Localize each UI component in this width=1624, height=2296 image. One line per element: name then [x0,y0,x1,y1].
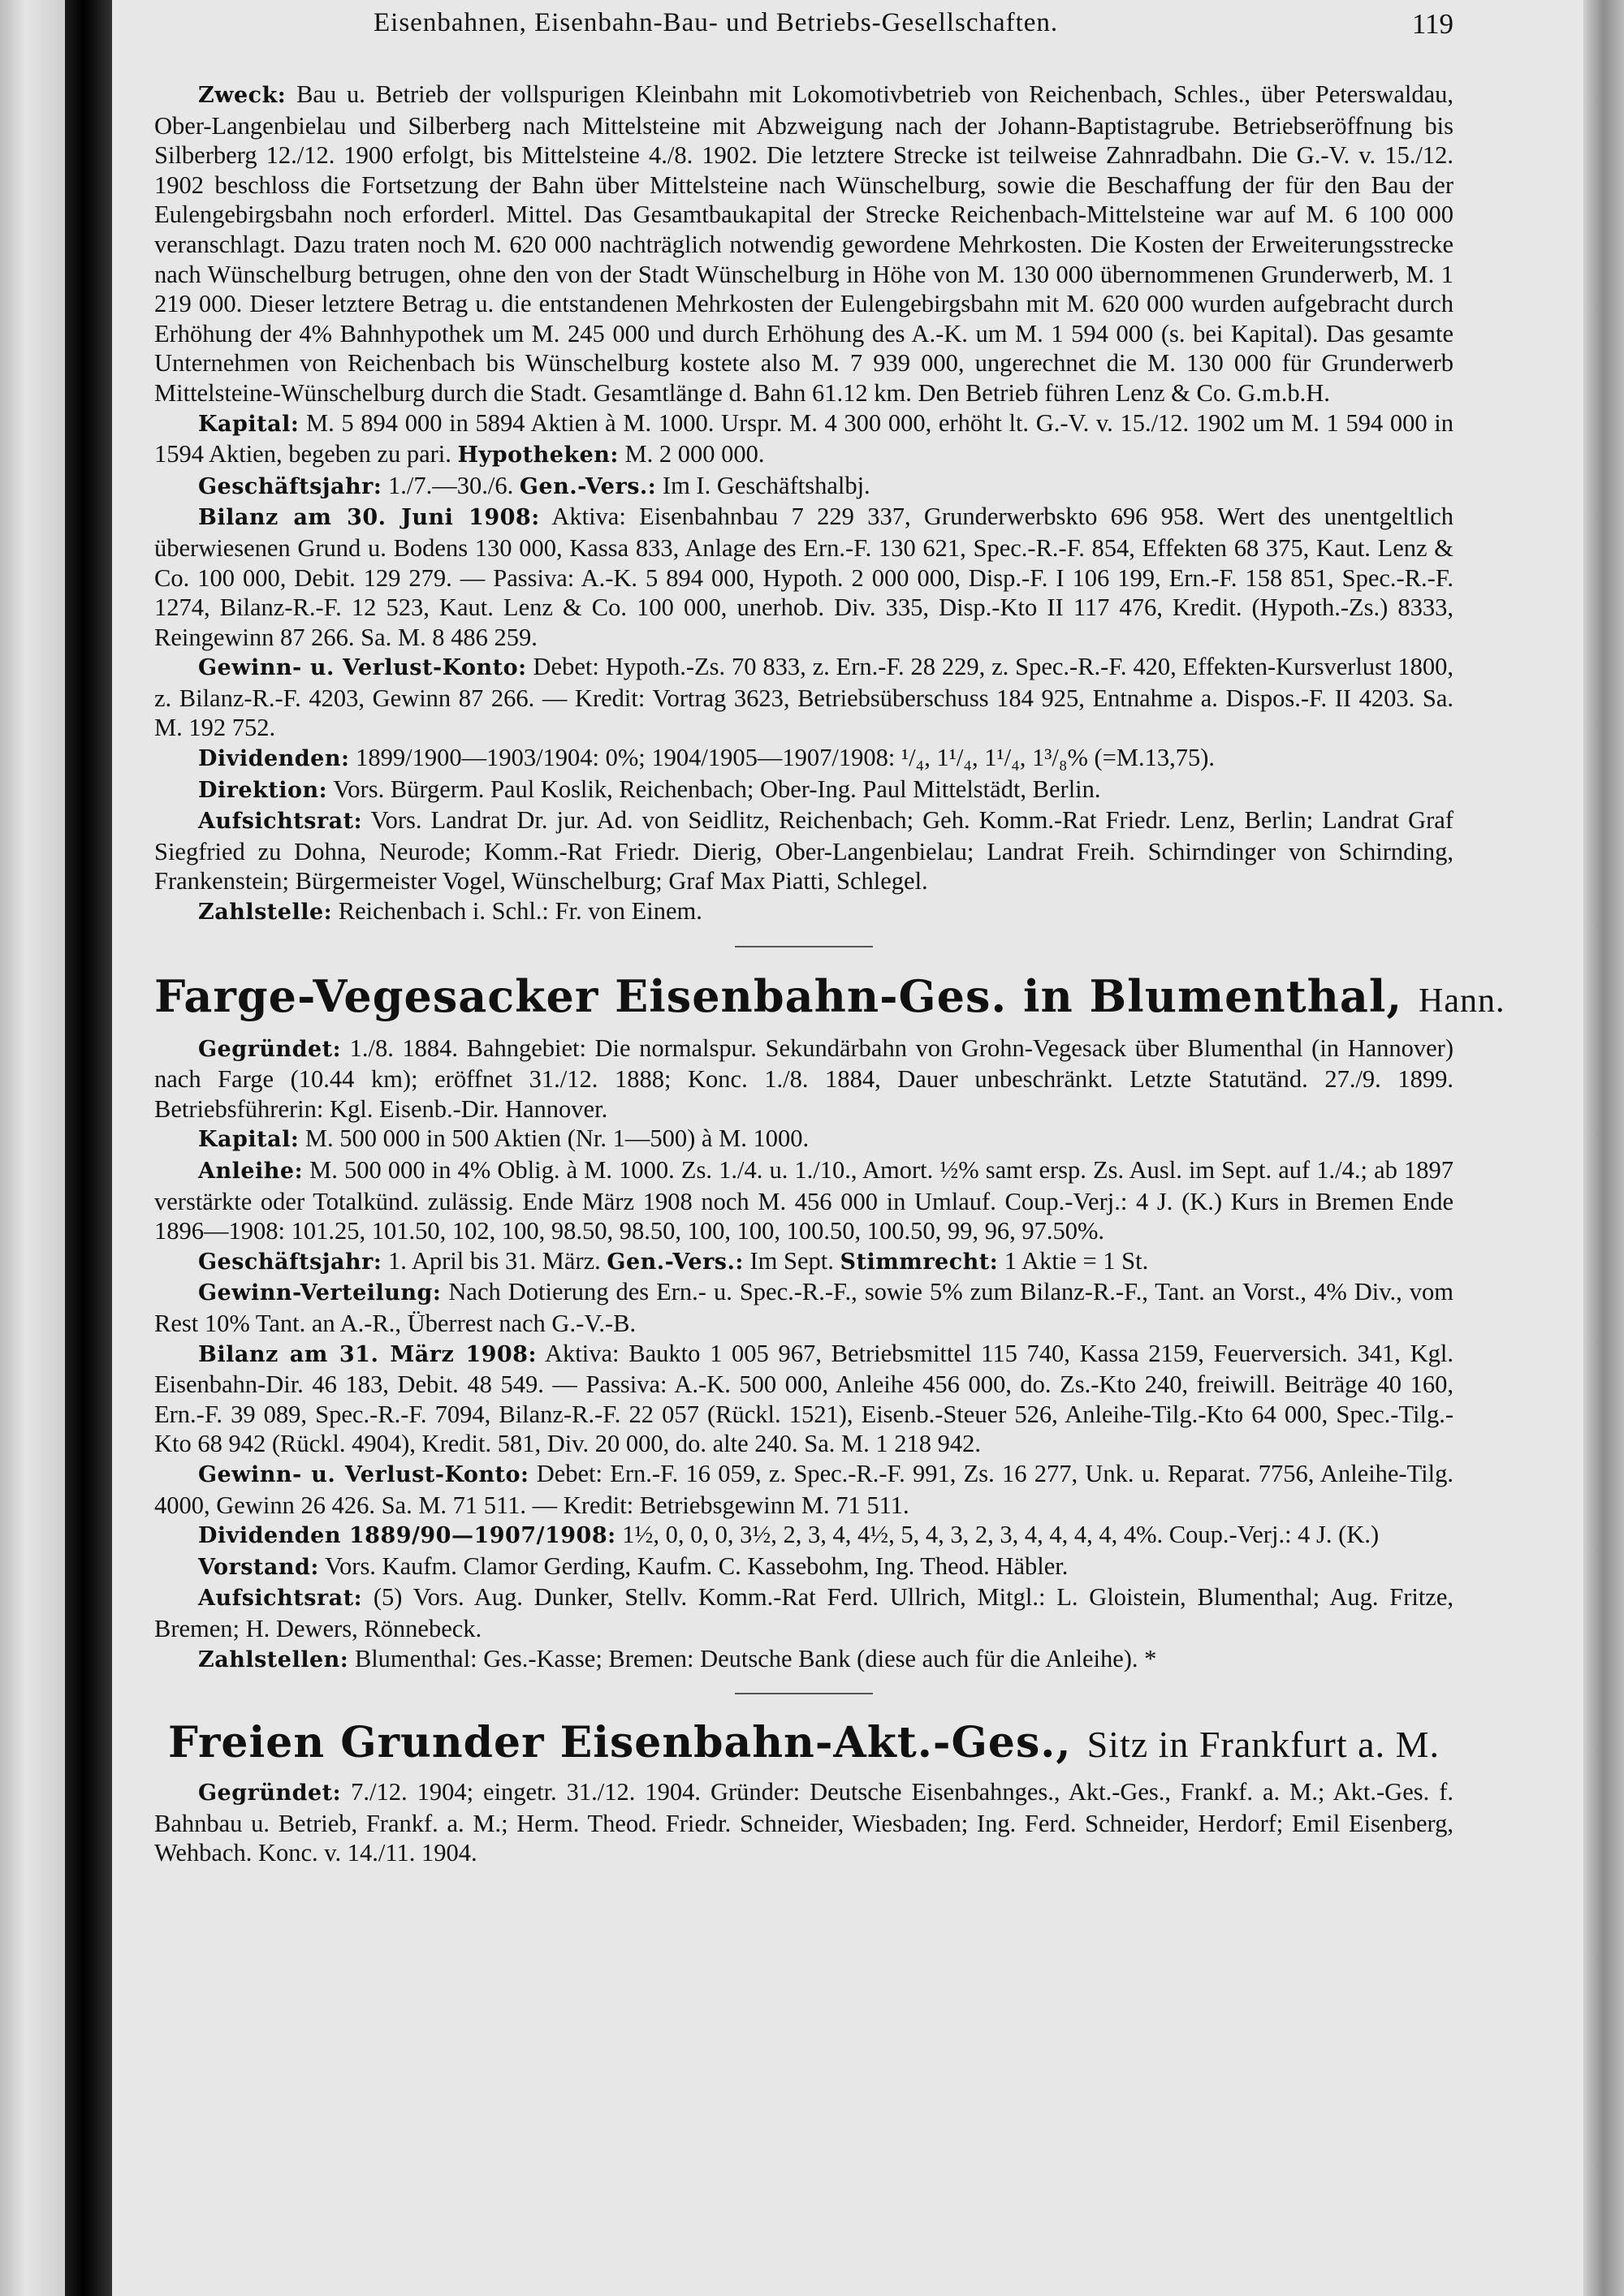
dividenden-label: Dividenden: [198,746,350,772]
kapital-label: Kapital: [198,1127,300,1153]
page-content [154,80,1505,1868]
gegruendet-paragraph [154,1777,1453,1868]
bilanz-paragraph [154,1339,1453,1459]
page-number: 119 [1411,8,1453,40]
genvers-text: Im I. Geschäftshalbj. [662,471,870,499]
gegruendet-label: Gegründet: [198,1036,342,1062]
vorstand-text: Vors. Kaufm. Clamor Gerding, Kaufm. C. Kassebohm, Ing. Theod. Häbler. [324,1552,1069,1580]
bilanz-label: Bilanz am 30. Juni 1908: [198,505,540,531]
kapital-text: M. 500 000 in 500 Aktien (Nr. 1—500) à M. 1000. [304,1124,810,1153]
geschaeftsjahr-label: Geschäftsjahr: [198,473,382,499]
geschaeftsjahr-text: 1. April bis 31. März. [388,1246,601,1275]
geschaeftsjahr-paragraph [154,471,1453,503]
gegruendet-label: Gegründet: [198,1780,342,1806]
dividenden-paragraph [154,743,1453,775]
geschaeftsjahr-text: 1./7.—30./6. [388,471,514,499]
direktion-label: Direktion: [198,777,328,803]
geschaeftsjahr-label: Geschäftsjahr: [198,1249,382,1275]
geschaeftsjahr-paragraph [154,1246,1453,1278]
entry-reichenbach [154,80,1453,928]
bilanz-paragraph [154,502,1453,652]
entry-title-suffix: Sitz in Frankfurt a. M. [1086,1724,1440,1766]
kapital-paragraph [154,1124,1453,1155]
entry-title [154,965,1505,1032]
gewinnverteilung-label: Gewinn-Verteilung: [198,1280,442,1306]
dividenden-paragraph [154,1520,1453,1552]
direktion-paragraph [154,775,1453,806]
aufsichtsrat-text: Vors. Landrat Dr. jur. Ad. von Seidlitz, Reichenbach; Geh. Komm.-Rat Friedr. Lenz, Berlin; Landrat Graf Siegfried zu Dohna, Neurode; Komm.-Rat Friedr. Dierig, Ober-Langenbielau; Landrat Freih. Schirndinger von Schirnding, Frankenstein; Bürgermeister Vogel, Wünschelburg; Graf Max Piatti, Schlegel. [154,806,1453,896]
entry-title [154,1712,1453,1776]
gewinnverteilung-paragraph [154,1277,1453,1338]
aufsichtsrat-text: (5) Vors. Aug. Dunker, Stellv. Komm.-Rat Ferd. Ullrich, Mitgl.: L. Gloistein, Blumenthal; Aug. Fritze, Bremen; H. Dewers, Rönnebeck. [154,1583,1454,1642]
bilanz-text: Aktiva: Eisenbahnbau 7 229 337, Grunderwerbskto 696 958. Wert des unentgeltlich überwiesenen Grund u. Bodens 130 000, Kassa 833, Anlage des Ern.-F. 130 621, Spec.-R.-F. 854, Effekten 68 375, Kaut. Lenz & Co. 100 000, Debit. 129 279. — Passiva: A.-K. 5 894 000, Hypoth. 2 000 000, Disp.-F. I 106 199, Ern.-F. 158 851, Spec.-R.-F. 1274, Bilanz-R.-F. 12 523, Kaut. Lenz & Co. 100 000, unerhob. Div. 335, Disp.-Kto II 117 476, Kredit. (Hypoth.-Zs.) 8333, Reingewinn 87 266. Sa. M. 8 486 259. [154,503,1453,651]
entry-freien-grunder [154,1712,1453,1868]
vorstand-paragraph [154,1552,1453,1583]
kapital-paragraph [154,408,1453,471]
gewinnverteilung-text: Nach Dotierung des Ern.- u. Spec.-R.-F., sowie 5% zum Bilanz-R.-F., Tant. an Vorst., 4% Div., vom Rest 10% Tant. an A.-R., Überrest nach G.-V.-B. [154,1278,1453,1337]
zweck-text: Bau u. Betrieb der vollspurigen Kleinbahn mit Lokomotivbetrieb von Reichenbach, Schles., über Peterswaldau, Ober-Langenbielau und Silberberg nach Mittelsteine mit Abzweigung nach der Johann-Baptistagrube. Betriebseröffnung bis Silberberg 12./12. 1900 erfolgt, bis Mittelsteine 4./8. 1902. Die letztere Strecke ist teilweise Zahnradbahn. Die G.-V. v. 15./12. 1902 beschloss die Fortsetzung der Bahn über Mittelsteine nach Wünschelburg, sowie die Beschaffung der für den Bau der Eulengebirgsbahn noch erforderl. Mittel. Das Gesamtbaukapital der Strecke Reichenbach-Mittelsteine war auf M. 6 100 000 veranschlagt. Dazu traten noch M. 620 000 nachträglich notwendig gewordene Mehrkosten. Die Kosten der Erweiterungsstrecke nach Wünschelburg betrugen, ohne den von der Stadt Wünschelburg in Höhe von M. 130 000 übernommenen Grunderwerb, M. 1 219 000. Dieser letztere Betrag u. die entstandenen Mehrkosten der Eulengebirgsbahn mit M. 620 000 wurden aufgebracht durch Erhöhung der 4% Bahnhypothek um M. 245 000 und durch Erhöhung des A.-K. um M. 1 594 000 (s. bei Kapital). Das gesamte Unternehmen von Reichenbach bis Wünschelburg kostete also M. 7 939 000, ungerechnet die M. 130 000 für Grunderwerb Mittelsteine-Wünschelburg durch die Stadt. Gesamtlänge d. Bahn 61.12 km. Den Betrieb führen Lenz & Co. G.m.b.H. [154,80,1454,407]
genvers-text: Im Sept. [749,1246,834,1275]
aufsichtsrat-label: Aufsichtsrat: [198,809,363,835]
entry-farge-vegesacker [154,965,1505,1675]
bilanz-text: Aktiva: Baukto 1 005 967, Betriebsmittel 115 740, Kassa 2159, Feuerversich. 341, Kgl. Eisenbahn-Dir. 46 183, Debit. 48 549. — Passiva: A.-K. 500 000, Anleihe 456 000, do. Zs.-Kto 240, freiwill. Beiträge 40 160, Ern.-F. 39 089, Spec.-R.-F. 7094, Bilanz-R.-F. 22 057 (Rückl. 1521), Eisenb.-Steuer 526, Anleihe-Tilg.-Kto 64 000, Spec.-Tilg.-Kto 68 942 (Rückl. 4904), Kredit. 581, Div. 20 000, do. alte 240. Sa. M. 1 218 942. [154,1339,1453,1458]
hypotheken-text: M. 2 000 000. [624,440,765,468]
guv-label: Gewinn- u. Verlust-Konto: [198,1461,529,1487]
zahlstellen-label: Zahlstellen: [198,1646,349,1672]
anleihe-paragraph [154,1155,1453,1246]
zweck-label: Zweck: [198,83,287,108]
zahlstellen-text: Blumenthal: Ges.-Kasse; Bremen: Deutsche Bank (diese auch für die Anleihe). * [354,1644,1157,1672]
genvers-label: Gen.-Vers.: [519,473,657,499]
page-header [195,8,1453,42]
section-divider [735,946,873,947]
genvers-label: Gen.-Vers.: [607,1249,744,1275]
bilanz-label: Bilanz am 31. März 1908: [198,1341,537,1367]
hypotheken-label: Hypotheken: [457,442,619,468]
zweck-paragraph [154,80,1453,408]
gegruendet-text: 7./12. 1904; eingetr. 31./12. 1904. Gründer: Deutsche Eisenbahnges., Akt.-Ges., Frankf. a. M.; Akt.-Ges. f. Bahnbau u. Betrieb, Frankf. a. M.; Herm. Theod. Friedr. Schneider, Wiesbaden; Ing. Ferd. Schneider, Herdorf; Emil Eisenberg, Wehbach. Konc. v. 14./11. 1904. [154,1778,1454,1867]
entry-title-suffix: Hann. [1419,982,1505,1020]
dividenden-text: 1899/1900—1903/1904: 0%; 1904/1905—1907/1908: ¹/₄, 1¹/₄, 1¹/₄, 1³/₈% (=M.13,75). [356,744,1215,772]
zahlstelle-text: Reichenbach i. Schl.: Fr. von Einem. [338,897,702,926]
scan-right-edge [1583,0,1624,2296]
entry-title-main: Freien Grunder Eisenbahn-Akt.-Ges., [168,1718,1072,1768]
entry-title-main: Farge-Vegesacker Eisenbahn-Ges. in Blumenthal, [154,969,1403,1022]
guv-text: Debet: Hypoth.-Zs. 70 833, z. Ern.-F. 28 229, z. Spec.-R.-F. 420, Effekten-Kursverlust 1800, z. Bilanz-R.-F. 4203, Gewinn 87 266. — Kredit: Vortrag 3623, Betriebsüberschuss 184 925, Entnahme a. Dispos.-F. II 4203. Sa. M. 192 752. [154,653,1453,742]
anleihe-label: Anleihe: [198,1159,304,1184]
gegruendet-text: 1./8. 1884. Bahngebiet: Die normalspur. Sekundärbahn von Grohn-Vegesack über Blumenthal (in Hannover) nach Farge (10.44 km); eröffnet 31./12. 1888; Konc. 1./8. 1884, Dauer unbeschränkt. Letzte Statutänd. 27./9. 1899. Betriebsführerin: Kgl. Eisenb.-Dir. Hannover. [154,1034,1453,1123]
guv-paragraph [154,652,1453,743]
guv-label: Gewinn- u. Verlust-Konto: [198,655,527,681]
zahlstellen-paragraph [154,1644,1453,1676]
zahlstelle-paragraph [154,896,1453,928]
zahlstelle-label: Zahlstelle: [198,900,333,926]
guv-paragraph [154,1459,1453,1520]
stimmrecht-text: 1 Aktie = 1 St. [1004,1246,1149,1275]
aufsichtsrat-paragraph [154,1582,1453,1643]
dividenden-text: 1½, 0, 0, 0, 3½, 2, 3, 4, 4½, 5, 4, 3, 2, 3, 4, 4, 4, 4, 4%. Coup.-Verj.: 4 J. (K.) [622,1521,1380,1549]
aufsichtsrat-paragraph [154,805,1453,896]
section-divider [735,1693,873,1694]
gegruendet-paragraph [154,1034,1453,1124]
stimmrecht-label: Stimmrecht: [840,1249,999,1275]
dividenden-label: Dividenden 1889/90—1907/1908: [198,1523,616,1549]
guv-text: Debet: Ern.-F. 16 059, z. Spec.-R.-F. 991, Zs. 16 277, Unk. u. Reparat. 7756, Anleihe-Tilg. 4000, Gewinn 26 426. Sa. M. 71 511. — Kredit: Betriebsgewinn M. 71 511. [154,1459,1454,1519]
kapital-label: Kapital: [198,411,300,437]
anleihe-text: M. 500 000 in 4% Oblig. à M. 1000. Zs. 1./4. u. 1./10., Amort. ½% samt ersp. Zs. Ausl. im Sept. auf 1./4.; ab 1897 verstärkte oder Totalkünd. zulässig. Ende März 1908 noch M. 456 000 in Umlauf. Coup.-Verj.: 4 J. (K.) Kurs in Bremen Ende 1896—1908: 101.25, 101.50, 102, 100, 98.50, 98.50, 100, 100, 100.50, 100.50, 99, 96, 97.50%. [154,1156,1454,1245]
scan-left-margin [0,0,65,2296]
direktion-text: Vors. Bürgerm. Paul Koslik, Reichenbach; Ober-Ing. Paul Mittelstädt, Berlin. [333,775,1101,803]
running-title: Eisenbahnen, Eisenbahn-Bau- und Betriebs-Gesellschaften. [374,8,1059,37]
vorstand-label: Vorstand: [198,1554,319,1580]
kapital-text: M. 5 894 000 in 5894 Aktien à M. 1000. Urspr. M. 4 300 000, erhöht lt. G.-V. v. 15./12. 1902 um M. 1 594 000 in 1594 Aktien, begeben zu pari. [154,408,1453,468]
book-binding-shadow [65,0,112,2296]
aufsichtsrat-label: Aufsichtsrat: [198,1586,363,1612]
